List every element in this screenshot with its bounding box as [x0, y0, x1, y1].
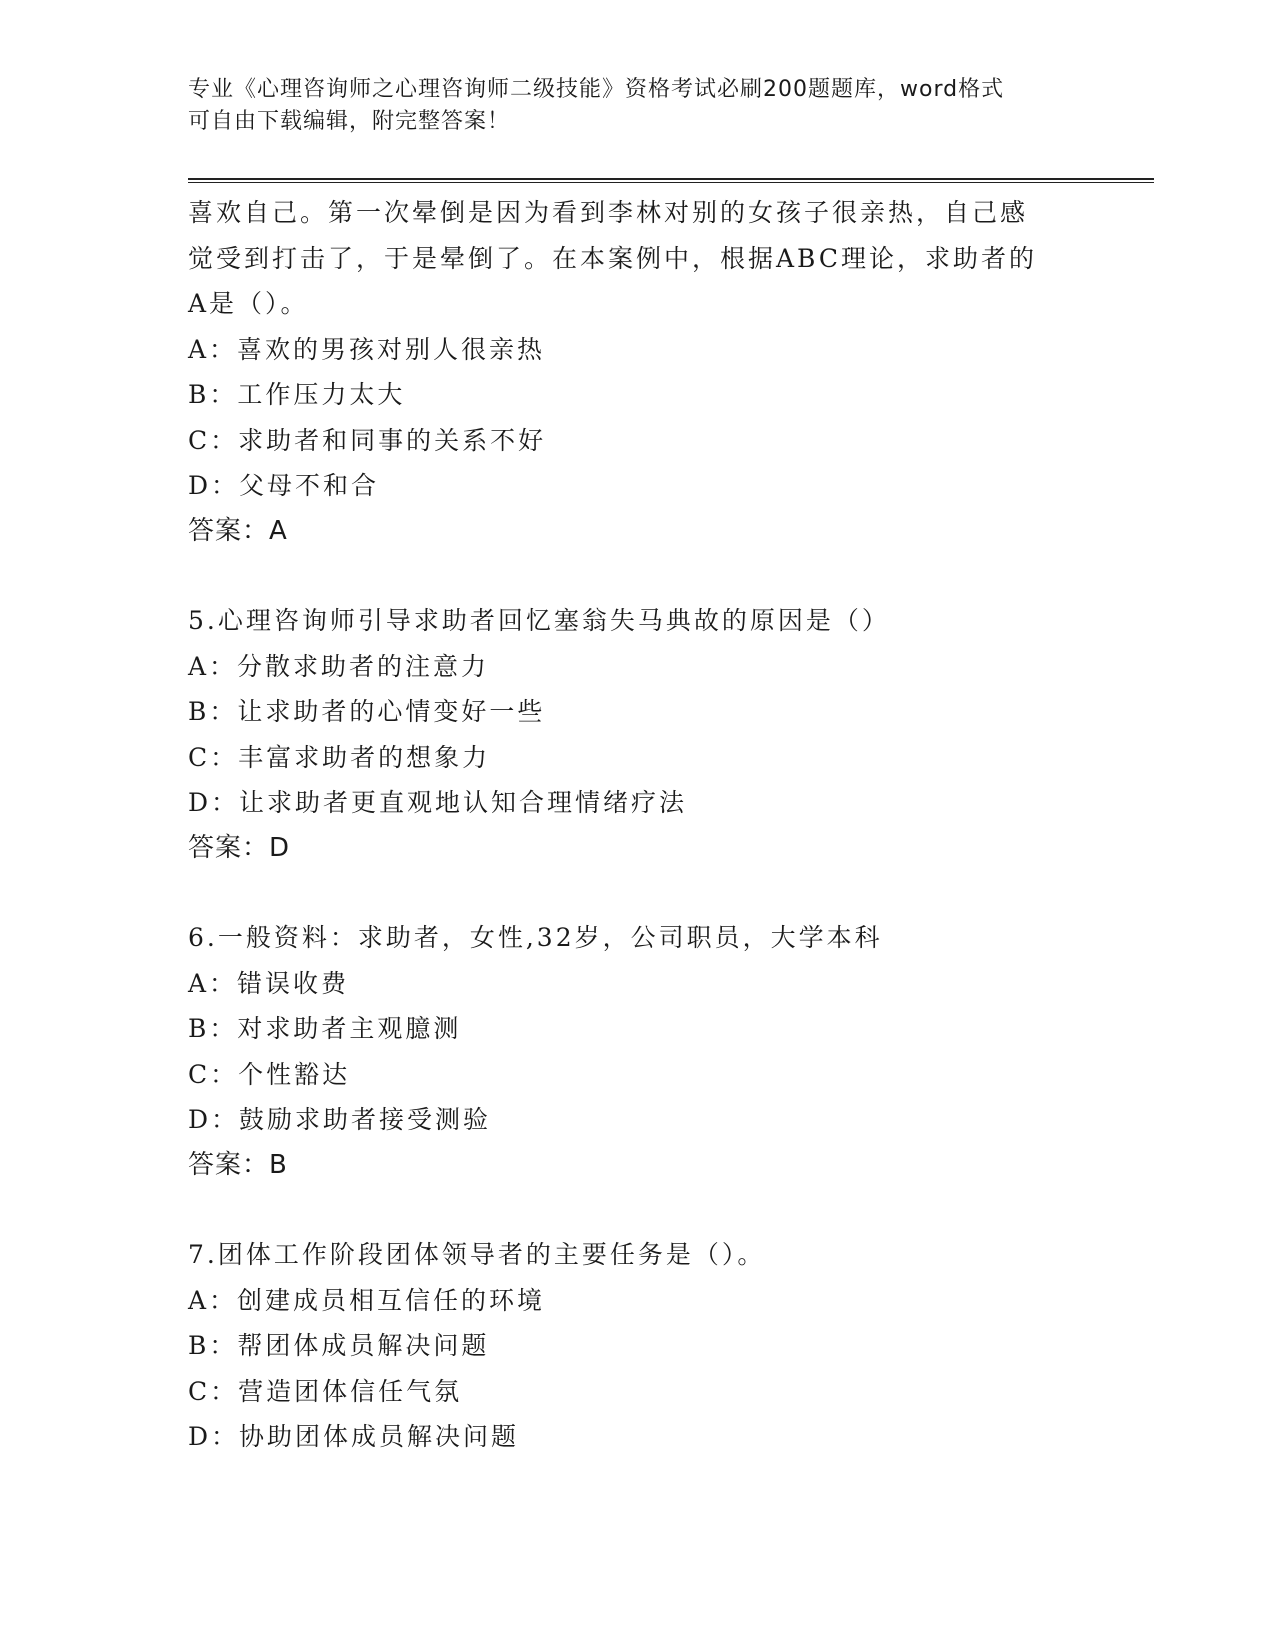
- option-b: B：帮团体成员解决问题: [188, 1331, 490, 1360]
- question-stem-line: 觉受到打击了，于是晕倒了。在本案例中，根据ABC理论，求助者的: [188, 243, 1038, 273]
- option-d: D：让求助者更直观地认知合理情绪疗法: [188, 788, 688, 817]
- option-c: C：求助者和同事的关系不好: [188, 425, 547, 455]
- header-line-2: 可自由下载编辑，附完整答案！: [188, 109, 511, 134]
- question-stem: 5.心理咨询师引导求助者回忆塞翁失马典故的原因是（）: [188, 606, 890, 635]
- spacer: [188, 1188, 1088, 1232]
- question-6: [188, 915, 1088, 1188]
- question-stem-line: A是（）。: [188, 289, 309, 318]
- option-a: A：错误收费: [188, 968, 350, 998]
- option-a: A：喜欢的男孩对别人很亲热: [188, 334, 546, 364]
- option-b: B：让求助者的心情变好一些: [188, 697, 546, 726]
- question-stem-line: 喜欢自己。第一次晕倒是因为看到李林对别的女孩子很亲热，自己感: [188, 198, 1029, 227]
- option-c: C：丰富求助者的想象力: [188, 742, 491, 772]
- option-b: B：对求助者主观臆测: [188, 1014, 462, 1043]
- option-c: C：营造团体信任气氛: [188, 1376, 463, 1406]
- question-stem: 7.团体工作阶段团体领导者的主要任务是（）。: [188, 1240, 766, 1269]
- spacer: [188, 871, 1088, 915]
- question-stem: 6.一般资料：求助者，女性,32岁，公司职员，大学本科: [188, 923, 883, 952]
- option-c: C：个性豁达: [188, 1059, 351, 1089]
- option-b: B：工作压力太大: [188, 380, 406, 409]
- question-list: [188, 190, 1088, 1460]
- option-d: D：协助团体成员解决问题: [188, 1422, 520, 1451]
- question-4-continuation: [188, 190, 1088, 554]
- header-divider: [188, 178, 1154, 184]
- answer-label: 答案：B: [188, 1149, 288, 1180]
- spacer: [188, 554, 1088, 598]
- question-7: [188, 1232, 1088, 1460]
- option-d: D：鼓励求助者接受测验: [188, 1105, 492, 1134]
- document-header: [188, 74, 1088, 138]
- option-a: A：创建成员相互信任的环境: [188, 1285, 546, 1315]
- header-line-1: 专业《心理咨询师之心理咨询师二级技能》资格考试必刷200题题库，word格式: [188, 77, 1005, 102]
- header-divider-thin: [188, 182, 1154, 183]
- answer-label: 答案：D: [188, 832, 291, 863]
- option-d: D：父母不和合: [188, 471, 380, 500]
- answer-label: 答案：A: [188, 515, 288, 546]
- question-5: [188, 598, 1088, 871]
- option-a: A：分散求助者的注意力: [188, 651, 490, 681]
- header-divider-thick: [188, 178, 1154, 180]
